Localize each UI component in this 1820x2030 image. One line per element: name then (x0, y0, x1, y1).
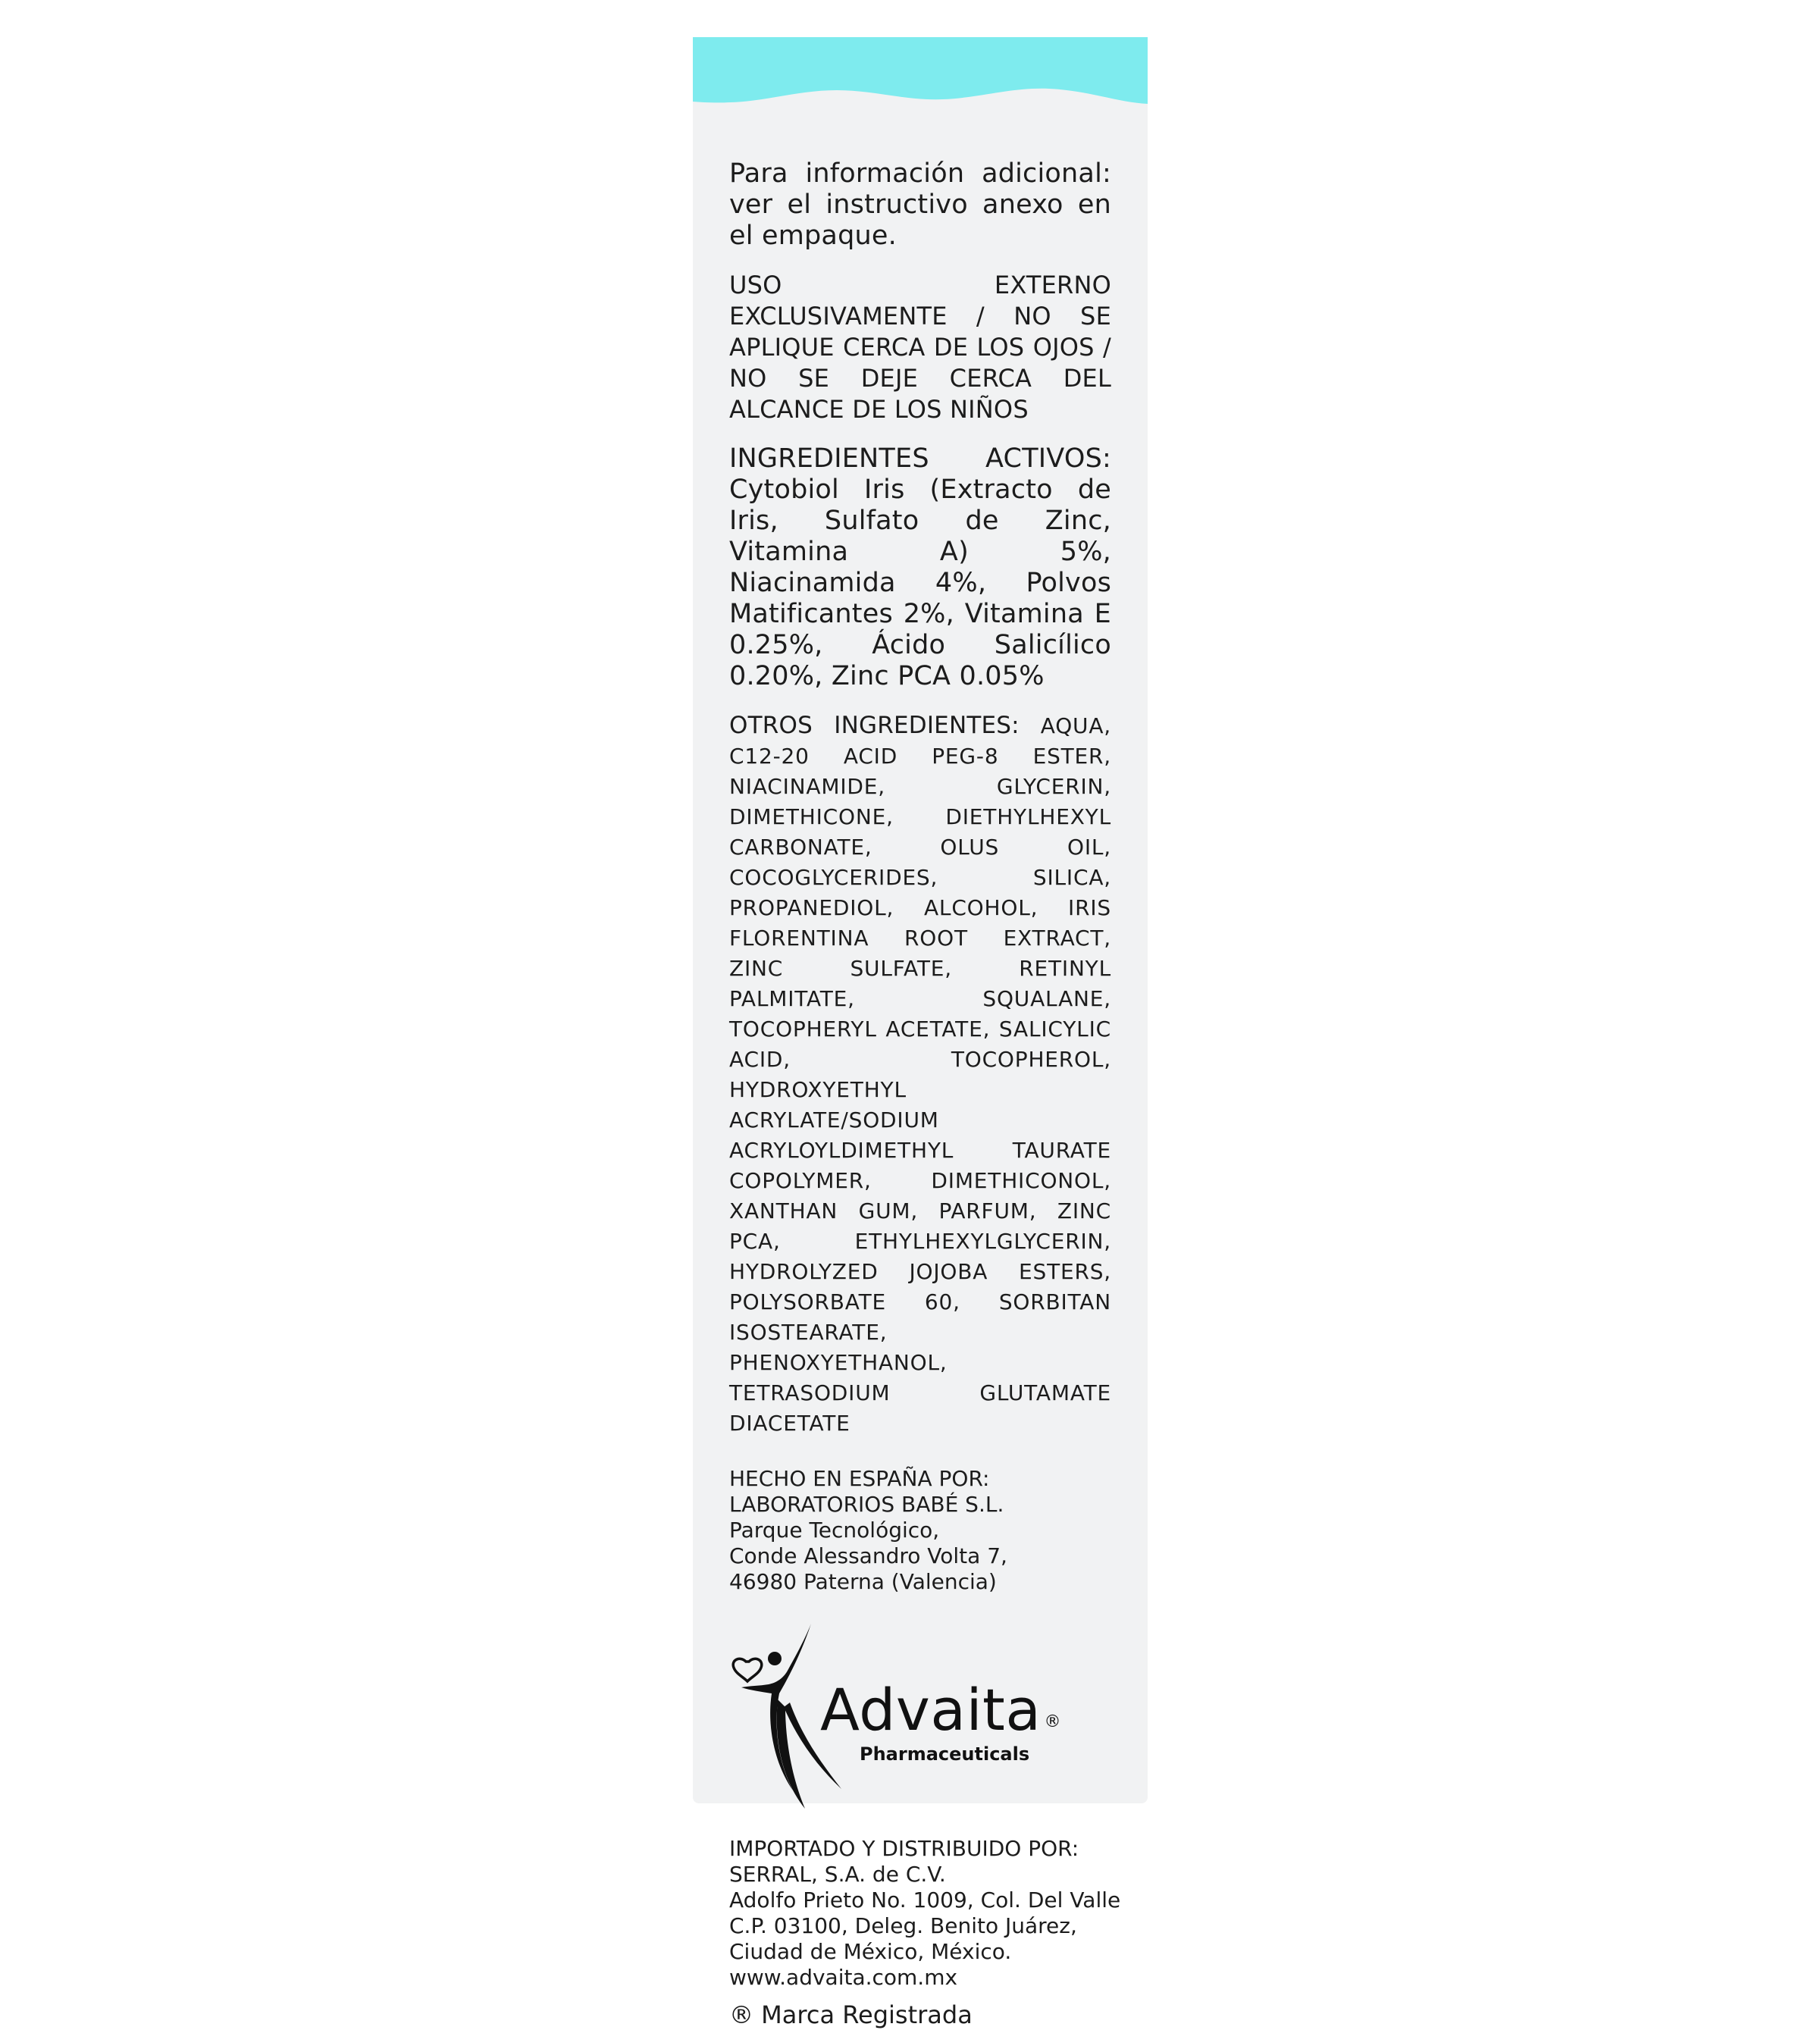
registered-mark: ® (1044, 1712, 1061, 1731)
importer-address (729, 1836, 1121, 1991)
label-panel (693, 37, 1148, 2029)
brand-logo (729, 1618, 1111, 1815)
importer-line: SERRAL, S.A. de C.V. (729, 1862, 946, 1887)
trademark-note: ® Marca Registrada (729, 2000, 973, 2029)
info-text: Para información adicional: ver el instructivo anexo en el empaque. (729, 158, 1111, 251)
brand-name-text: Advaita (820, 1676, 1042, 1743)
active-ingredients (729, 443, 1111, 692)
manufacturer-line: 46980 Paterna (Valencia) (729, 1569, 997, 1594)
importer-line: IMPORTADO Y DISTRIBUIDO POR: (729, 1836, 1079, 1861)
brand-name (820, 1676, 1061, 1753)
manufacturer-line: HECHO EN ESPAÑA POR: (729, 1466, 990, 1491)
manufacturer-address (729, 1466, 1111, 1595)
label-content (729, 158, 1121, 2030)
other-ingredients (729, 710, 1111, 1439)
other-ingredients-label: OTROS INGREDIENTES: (729, 712, 1020, 739)
importer-line: Ciudad de México, México. (729, 1939, 1012, 1964)
wave-header-decoration (693, 37, 1148, 121)
active-ingredients-label: INGREDIENTES ACTIVOS: (729, 443, 1111, 474)
importer-line: Adolfo Prieto No. 1009, Col. Del Valle (729, 1887, 1121, 1913)
active-ingredients-text: Cytobiol Iris (Extracto de Iris, Sulfato de Zinc, Vitamina A) 5%, Niacinamida 4%, Polvos Matificantes 2%, Vitamina E 0.25%, Ácido Salicílico 0.20%, Zinc PCA 0.05% (729, 475, 1111, 691)
manufacturer-line: LABORATORIOS BABÉ S.L. (729, 1492, 1004, 1517)
warning-text: USO EXTERNO EXCLUSIVAMENTE / NO SE APLIQUE CERCA DE LOS OJOS / NO SE DEJE CERCA DEL ALCANCE DE LOS NIÑOS (729, 271, 1111, 424)
importer-line: C.P. 03100, Deleg. Benito Juárez, (729, 1913, 1077, 1938)
wave-shape (693, 37, 1148, 104)
manufacturer-line: Conde Alessandro Volta 7, (729, 1543, 1007, 1568)
other-ingredients-text: AQUA, C12-20 ACID PEG-8 ESTER, NIACINAMIDE, GLYCERIN, DIMETHICONE, DIETHYLHEXYL CARBONATE, OLUS OIL, COCOGLYCERIDES, SILICA, PROPANEDIOL, ALCOHOL, IRIS FLORENTINA ROOT EXTRACT, ZINC SULFATE, RETINYL PALMITATE, SQUALANE, TOCOPHERYL ACETATE, SALICYLIC ACID, TOCOPHEROL, HYDROXYETHYL ACRYLATE/SODIUM ACRYLOYLDIMETHYL TAURATE COPOLYMER, DIMETHICONOL, XANTHAN GUM, PARFUM, ZINC PCA, ETHYLHEXYLGLYCERIN, HYDROLYZED JOJOBA ESTERS, POLYSORBATE 60, SORBITAN ISOSTEARATE, PHENOXYETHANOL, TETRASODIUM GLUTAMATE DIACETATE (729, 713, 1111, 1436)
manufacturer-line: Parque Tecnológico, (729, 1518, 940, 1543)
website-link: www.advaita.com.mx (729, 1965, 958, 1990)
brand-tagline: Pharmaceuticals (860, 1743, 1030, 1765)
